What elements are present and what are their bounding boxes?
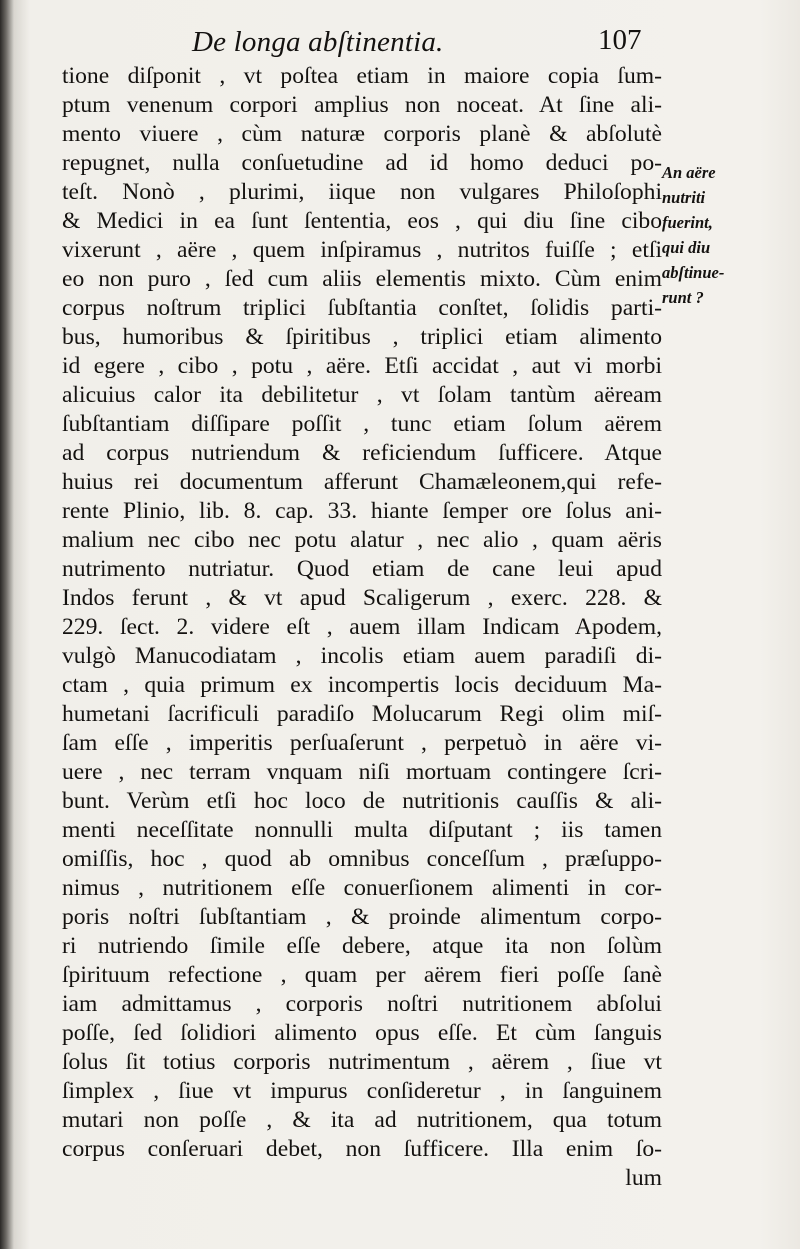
marginal-note-line: qui diu [662,238,711,257]
text-line: vulgò Manucodiatam , incolis etiam auem paradiſi di- [62,643,662,669]
page-number: 107 [598,24,642,56]
text-line: poſſe, ſed ſolidiori alimento opus eſſe. Et cùm ſanguis [62,1020,662,1046]
text-line: Indos ferunt , & vt apud Scaligerum , exerc. 228. & [62,585,662,611]
text-line: repugnet, nulla conſuetudine ad id homo deduci po- [62,150,662,176]
text-line: & Medici in ea ſunt ſententia, eos , qui diu ſine cibo [62,208,662,234]
text-line: ſpirituum refectione , quam per aërem fieri poſſe ſanè [62,962,662,988]
marginal-note-line: abſtinue- [662,263,725,282]
text-line: iam admittamus , corporis noſtri nutritionem abſolui [62,991,662,1017]
marginal-note-line: fuerint, [662,213,713,232]
text-line: ſimplex , ſiue vt impurus conſideretur , in ſanguinem [62,1078,662,1104]
text-line: teſt. Nonò , plurimi, iique non vulgares Philoſophi [62,179,662,205]
text-line: corpus conſeruari debet, non ſufficere. Illa enim ſo- [62,1136,662,1162]
text-line: tione diſponit , vt poſtea etiam in maiore copia ſum- [62,63,662,89]
text-line: ſubſtantiam diſſipare poſſit , tunc etiam ſolum aërem [62,411,662,437]
text-line: omiſſis, hoc , quod ab omnibus conceſſum , præſuppo- [62,846,662,872]
text-line: ad corpus nutriendum & reficiendum ſufficere. Atque [62,440,662,466]
text-line: humetani ſacrificuli paradiſo Molucarum Regi olim miſ- [62,701,662,727]
marginal-note-line: nutriti [662,188,706,207]
text-line: nutrimento nutriatur. Quod etiam de cane leui apud [62,556,662,582]
marginal-note-line: runt ? [662,288,704,307]
text-line: mento viuere , cùm naturæ corporis planè & abſolutè [62,121,662,147]
page-header [0,22,800,62]
text-line: ri nutriendo ſimile eſſe debere, atque ita non ſolùm [62,933,662,959]
body-text [62,62,662,1193]
text-line: ctam , quia primum ex incompertis locis deciduum Ma- [62,672,662,698]
text-line: eo non puro , ſed cum aliis elementis mixto. Cùm enim [62,266,662,292]
text-line: mutari non poſſe , & ita ad nutritionem, qua totum [62,1107,662,1133]
text-line: lum [625,1165,662,1191]
text-line: menti neceſſitate nonnulli multa diſputant ; iis tamen [62,817,662,843]
text-line: 229. ſect. 2. videre eſt , auem illam Indicam Apodem, [62,614,662,640]
text-line: ptum venenum corpori amplius non noceat. At ſine ali- [62,92,662,118]
text-line: malium nec cibo nec potu alatur , nec alio , quam aëris [62,527,662,553]
marginal-note [662,160,792,310]
text-line: corpus noſtrum triplici ſubſtantia conſtet, ſolidis parti- [62,295,662,321]
text-line: alicuius calor ita debilitetur , vt ſolam tantùm aëream [62,382,662,408]
text-line: huius rei documentum afferunt Chamæleonem,qui refe- [62,469,662,495]
text-line: ſam eſſe , imperitis perſuaſerunt , perpetuò in aëre vi- [62,730,662,756]
text-line: vixerunt , aëre , quem inſpiramus , nutritos fuiſſe ; etſi [62,237,662,263]
text-line: bus, humoribus & ſpiritibus , triplici etiam alimento [62,324,662,350]
text-line: id egere , cibo , potu , aëre. Etſi accidat , aut vi morbi [62,353,662,379]
text-line: ſolus ſit totius corporis nutrimentum , aërem , ſiue vt [62,1049,662,1075]
text-line: bunt. Verùm etſi hoc loco de nutritionis cauſſis & ali- [62,788,662,814]
marginal-note-line: An aëre [662,163,716,182]
text-line: uere , nec terram vnquam niſi mortuam contingere ſcri- [62,759,662,785]
text-line: rente Plinio, lib. 8. cap. 33. hiante ſemper ore ſolus ani- [62,498,662,524]
text-line: nimus , nutritionem eſſe conuerſionem alimenti in cor- [62,875,662,901]
text-line: poris noſtri ſubſtantiam , & proinde alimentum corpo- [62,904,662,930]
running-title: De longa abſtinentia. [192,26,444,58]
